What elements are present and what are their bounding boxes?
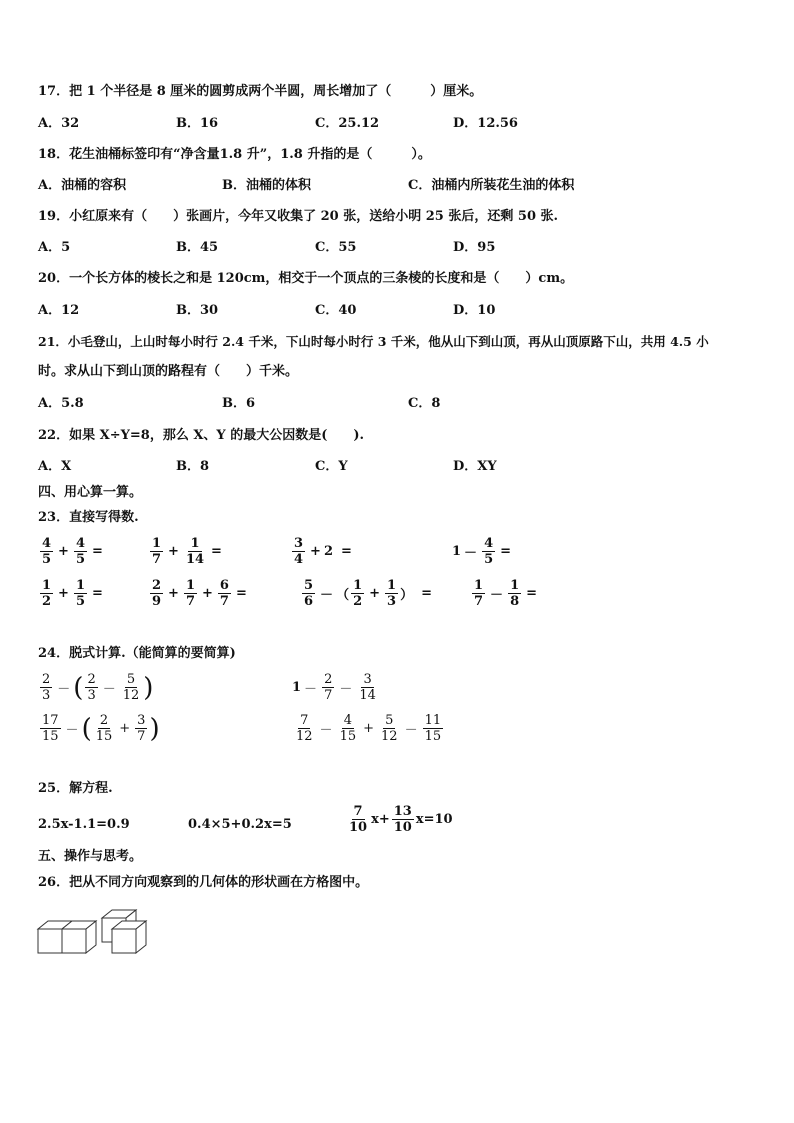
q23-expr-7: $\frac{5}{6}$ － （ $\frac{1}{2}$ + $\frac{1}{3}$ ） = bbox=[304, 578, 432, 609]
q23-stem: 23．直接写得数. bbox=[38, 510, 139, 525]
q18-option-a[interactable]: A．油桶的容积 bbox=[38, 178, 127, 193]
section-5-heading: 五、操作与思考。 bbox=[38, 849, 143, 864]
q20-stem: 20．一个长方体的棱长之和是 120cm，相交于一个顶点的三条棱的长度和是（ ）cm。 bbox=[38, 271, 574, 286]
q19-option-c[interactable]: C．55 bbox=[315, 240, 357, 255]
q21-option-b[interactable]: B．6 bbox=[222, 396, 256, 411]
q20-option-b[interactable]: B．30 bbox=[176, 303, 219, 318]
q19-option-a[interactable]: A．5 bbox=[38, 240, 71, 255]
q23-expr-3: $\frac{3}{4}$ + 2 = bbox=[294, 536, 352, 567]
q18-option-c[interactable]: C．油桶内所装花生油的体积 bbox=[408, 178, 575, 193]
q21-stem-line1: 21．小毛登山，上山时每小时行 2.4 千米，下山时每小时行 3 千米，他从山下到山顶，再从山顶原路下山，共用 4.5 小 bbox=[38, 334, 709, 349]
q24-expr-2: 1 － $\frac{2}{7}$ － $\frac{3}{14}$ bbox=[292, 672, 376, 703]
cube-3-front bbox=[112, 929, 136, 953]
q23-expr-6: $\frac{2}{9}$ + $\frac{1}{7}$ + $\frac{6}{7}$ = bbox=[152, 578, 247, 609]
q19-stem: 19．小红原来有（ ）张画片，今年又收集了 20 张，送给小明 25 张后，还剩 50 张. bbox=[38, 209, 559, 224]
q19-option-d[interactable]: D．95 bbox=[453, 240, 496, 255]
q19-option-b[interactable]: B．45 bbox=[176, 240, 219, 255]
q22-stem: 22．如果 X÷Y=8，那么 X、Y 的最大公因数是( ). bbox=[38, 428, 365, 443]
q22-option-a[interactable]: A．X bbox=[38, 459, 72, 474]
q17-option-b[interactable]: B．16 bbox=[176, 116, 219, 131]
cube-figure bbox=[36, 900, 156, 960]
q18-option-b[interactable]: B．油桶的体积 bbox=[222, 178, 311, 193]
q17-option-c[interactable]: C．25.12 bbox=[315, 116, 380, 131]
q25-equation-2: 0.4×5+0.2x=5 bbox=[188, 817, 292, 832]
q26-stem: 26．把从不同方向观察到的几何体的形状画在方格图中。 bbox=[38, 875, 369, 890]
cube-1-front bbox=[38, 929, 62, 953]
q25-stem: 25．解方程. bbox=[38, 781, 113, 796]
q22-option-d[interactable]: D．XY bbox=[453, 459, 497, 474]
q20-option-c[interactable]: C．40 bbox=[315, 303, 357, 318]
q24-expr-1: $\frac{2}{3}$ － ( $\frac{2}{3}$ － $\frac{5}{12}$ ) bbox=[42, 672, 154, 703]
q22-option-b[interactable]: B．8 bbox=[176, 459, 210, 474]
q23-expr-8: $\frac{1}{7}$ － $\frac{1}{8}$ = bbox=[474, 578, 538, 609]
q18-stem: 18．花生油桶标签印有“净含量1.8 升”，1.8 升指的是（ ）。 bbox=[38, 147, 431, 162]
q23-expr-2: $\frac{1}{7}$ + $\frac{1}{14}$ = bbox=[152, 536, 222, 567]
q23-expr-5: $\frac{1}{2}$ + $\frac{1}{5}$ = bbox=[42, 578, 103, 609]
q25-equation-3: $\frac{7}{10}$ x+ $\frac{13}{10}$ x=10 bbox=[349, 804, 453, 835]
q20-option-a[interactable]: A．12 bbox=[38, 303, 80, 318]
q24-expr-3: $\frac{17}{15}$ － ( $\frac{2}{15}$ + $\frac{3}{7}$ ) bbox=[42, 713, 160, 744]
q21-option-a[interactable]: A．5.8 bbox=[38, 396, 84, 411]
q24-stem: 24．脱式计算.（能简算的要简算) bbox=[38, 646, 236, 661]
section-4-heading: 四、用心算一算。 bbox=[38, 485, 143, 500]
q17-option-a[interactable]: A．32 bbox=[38, 116, 80, 131]
q17-option-d[interactable]: D．12.56 bbox=[453, 116, 518, 131]
cube-2-front bbox=[62, 929, 86, 953]
q21-option-c[interactable]: C．8 bbox=[408, 396, 441, 411]
q24-expr-4: $\frac{7}{12}$ － $\frac{4}{15}$ + $\frac{5}{12}$ － $\frac{11}{15}$ bbox=[296, 713, 442, 744]
q22-option-c[interactable]: C．Y bbox=[315, 459, 348, 474]
q20-option-d[interactable]: D．10 bbox=[453, 303, 496, 318]
q21-stem-line2: 时。求从山下到山顶的路程有（ ）千米。 bbox=[38, 364, 299, 379]
q17-stem: 17．把 1 个半径是 8 厘米的圆剪成两个半圆，周长增加了（ ）厘米。 bbox=[38, 84, 483, 99]
q23-expr-4: 1 － $\frac{4}{5}$ = bbox=[452, 536, 512, 567]
q25-equation-1: 2.5x-1.1=0.9 bbox=[38, 817, 130, 832]
q23-expr-1: $\frac{4}{5}$ + $\frac{4}{5}$ = bbox=[42, 536, 103, 567]
